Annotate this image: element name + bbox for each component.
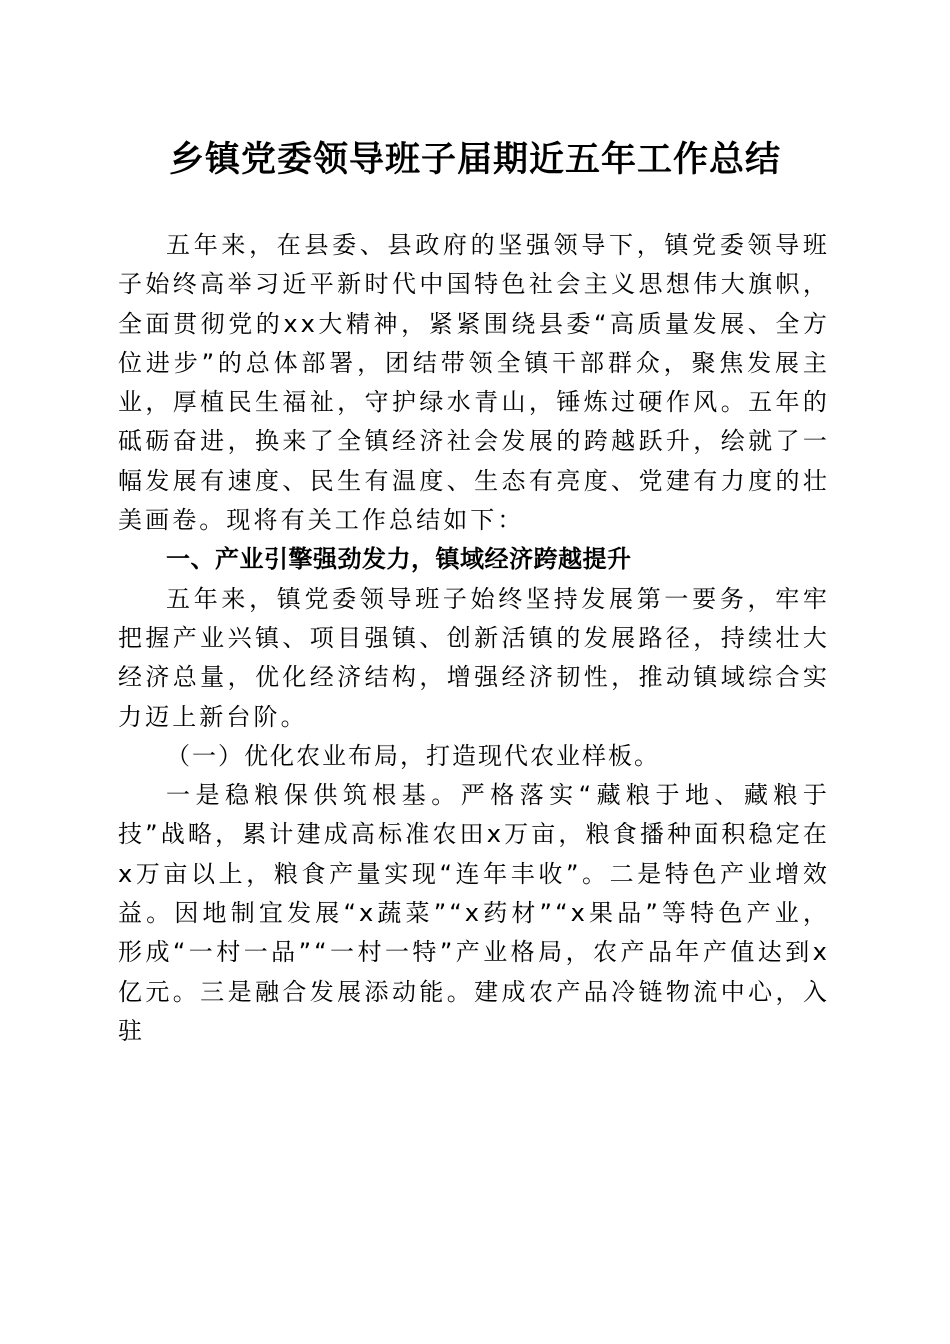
section-heading-1: 一、产业引擎强劲发力，镇域经济跨越提升 — [166, 545, 632, 574]
section-1-paragraph: 五年来，镇党委领导班子始终坚持发展第一要务，牢牢把握产业兴镇、项目强镇、创新活镇的发展路径，持续壮大经济总量，优化经济结构，增强经济韧性，推动镇域综合实力迈上新台阶。 — [118, 584, 830, 731]
subsection-1-paragraph: 一是稳粮保供筑根基。严格落实“藏粮于地、藏粮于技”战略，累计建成高标准农田x万亩，粮食播种面积稳定在x万亩以上，粮食产量实现“连年丰收”。二是特色产业增效益。因地制宜发展“x蔬菜”“x药材”“x果品”等特色产业，形成“一村一品”“一村一特”产业格局，农产品年产值达到x亿元。三是融合发展添动能。建成农产品冷链物流中心，入驻 — [118, 781, 830, 1045]
intro-paragraph: 五年来，在县委、县政府的坚强领导下，镇党委领导班子始终高举习近平新时代中国特色社会主义思想伟大旗帜，全面贯彻党的xx大精神，紧紧围绕县委“高质量发展、全方位进步”的总体部署，团结带领全镇干部群众，聚焦发展主业，厚植民生福祉，守护绿水青山，锤炼过硬作风。五年的砥砺奋进，换来了全镇经济社会发展的跨越跃升，绘就了一幅发展有速度、民生有温度、生态有亮度、党建有力度的壮美画卷。现将有关工作总结如下： — [118, 231, 830, 535]
subsection-heading-1: （一）优化农业布局，打造现代农业样板。 — [166, 741, 660, 770]
document-title: 乡镇党委领导班子届期近五年工作总结 — [168, 139, 781, 180]
document-body — [118, 226, 830, 1051]
